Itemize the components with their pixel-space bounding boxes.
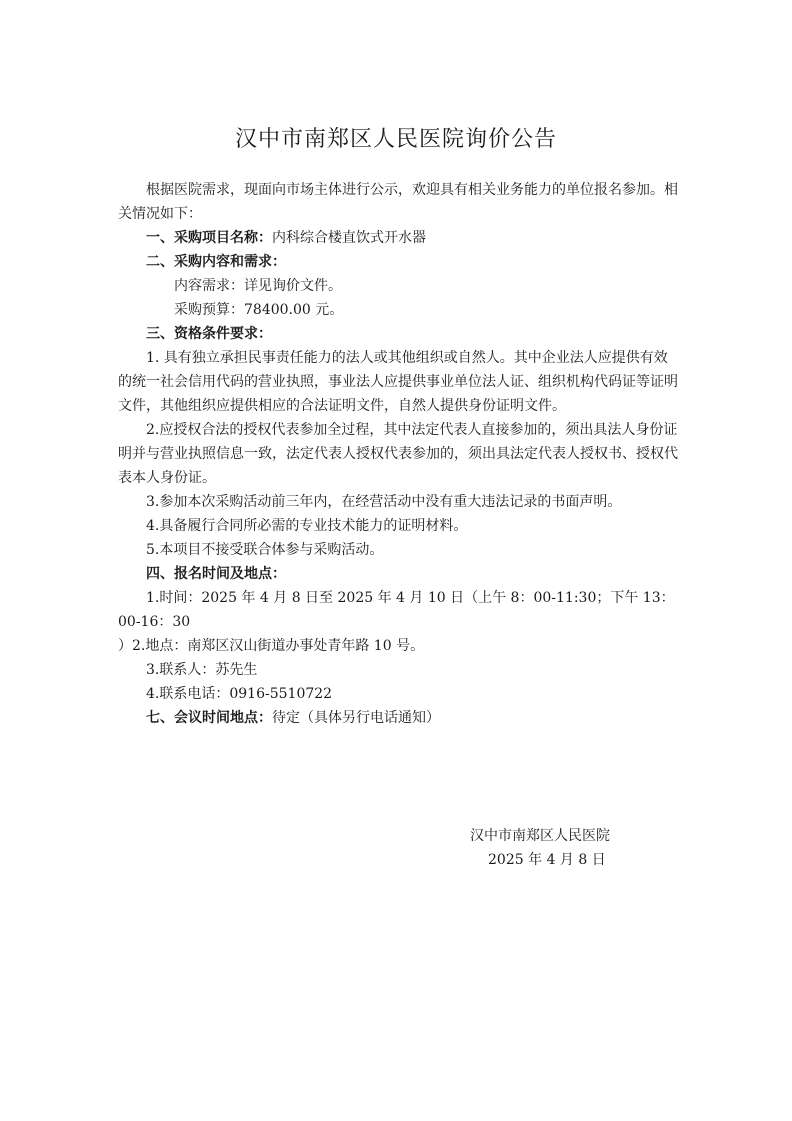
section-2-content: 内容需求：详见询价文件。 (174, 278, 342, 294)
intro-paragraph: 根据医院需求，现面向市场主体进行公示，欢迎具有相关业务能力的单位报名参加。相关情况如下： (118, 182, 678, 222)
section-1-text: 内科综合楼直饮式开水器 (272, 230, 426, 246)
registration-time: 1.时间：2025 年 4 月 8 日至 2025 年 4 月 10 日（上午 8：00-11:30；下午 13：00-16：30 (118, 590, 675, 630)
section-4-heading: 四、报名时间及地点： (146, 566, 286, 582)
section-7-heading: 七、会议时间地点： (146, 710, 272, 726)
qualification-item-4: 4.具备履行合同所必需的专业技术能力的证明材料。 (146, 518, 468, 534)
section-1 (118, 226, 678, 250)
signature-date: 2025 年 4 月 8 日 (488, 852, 606, 868)
section-7 (118, 706, 678, 730)
document-body (118, 178, 678, 730)
signature-org: 汉中市南郑区人民医院 (470, 828, 610, 844)
registration-place: ）2.地点：南郑区汉山街道办事处青年路 10 号。 (118, 638, 425, 654)
qualification-item-2: 2.应授权合法的授权代表参加全过程，其中法定代表人直接参加的，须出具法人身份证明并与营业执照信息一致，法定代表人授权代表参加的，须出具法定代表人授权书、授权代表本人身份证。 (118, 422, 678, 486)
qualification-item-5: 5.本项目不接受联合体参与采购活动。 (146, 542, 384, 558)
page-title: 汉中市南郑区人民医院询价公告 (234, 127, 557, 152)
contact-phone: 4.联系电话：0916-5510722 (146, 686, 333, 702)
signature-block (470, 824, 610, 872)
contact-person: 3.联系人：苏先生 (146, 662, 258, 678)
section-2-budget: 采购预算：78400.00 元。 (174, 302, 344, 318)
section-3-heading: 三、资格条件要求： (146, 326, 272, 342)
qualification-item-3: 3.参加本次采购活动前三年内，在经营活动中没有重大违法记录的书面声明。 (146, 494, 622, 510)
section-7-text: 待定（具体另行电话通知） (272, 710, 440, 726)
qualification-item-1: 1. 具有独立承担民事责任能力的法人或其他组织或自然人。其中企业法人应提供有效的统一社会信用代码的营业执照，事业法人应提供事业单位法人证、组织机构代码证等证明文件，其他组织应提供相应的合法证明文件，自然人提供身份证明文件。 (118, 350, 678, 414)
section-2-heading: 二、采购内容和需求： (146, 254, 286, 270)
section-1-heading: 一、采购项目名称： (146, 230, 272, 246)
